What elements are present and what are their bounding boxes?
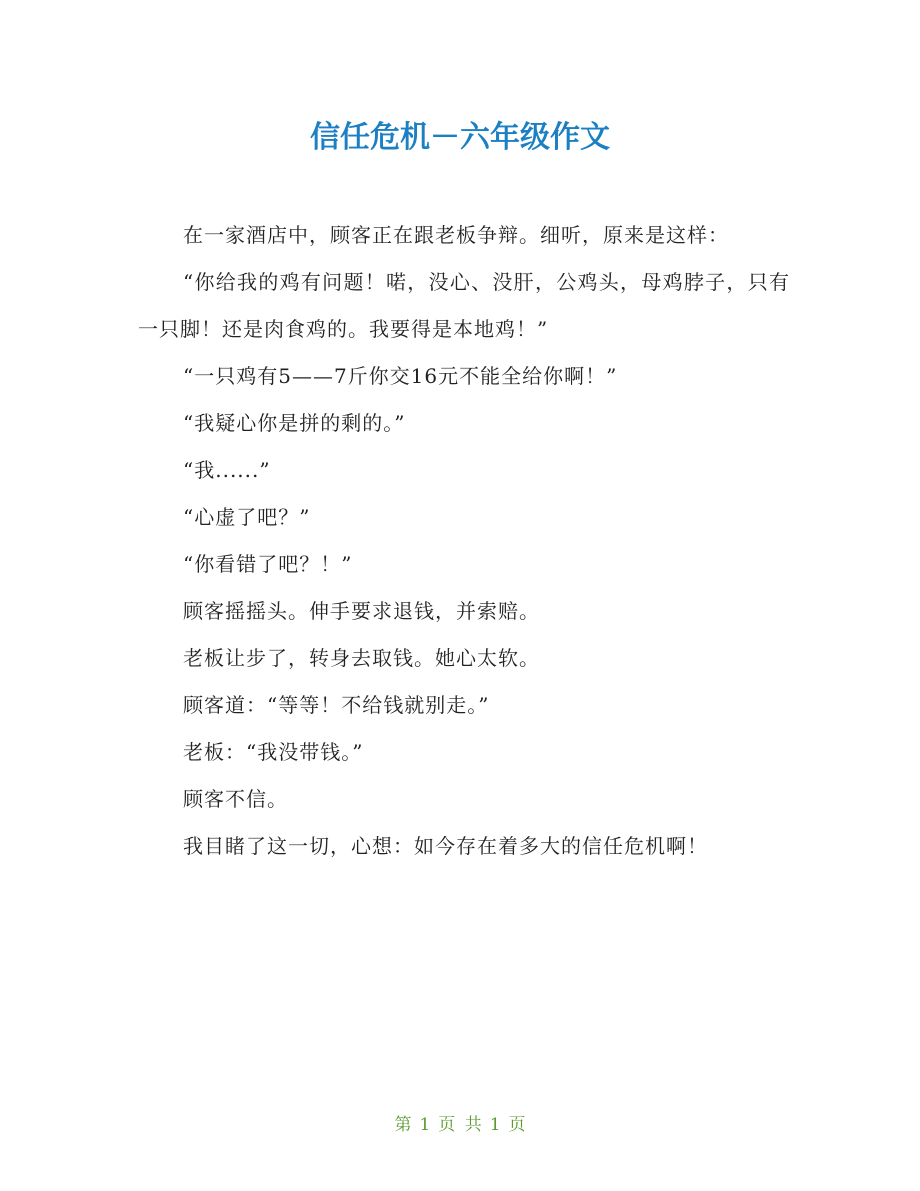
total-page-number: 1 bbox=[489, 1115, 501, 1135]
paragraph: “你看错了吧？！” bbox=[183, 552, 353, 576]
current-page-number: 1 bbox=[419, 1115, 431, 1135]
paragraph: “一只鸡有5——7斤你交16元不能全给你啊！” bbox=[183, 364, 618, 388]
paragraph: “你给我的鸡有问题！喏，没心、没肝，公鸡头，母鸡脖子，只有一只脚！还是肉食鸡的。我要得是本地鸡！” bbox=[138, 270, 790, 341]
paragraph: “我疑心你是拼的剩的。” bbox=[183, 411, 406, 435]
paragraph: 顾客不信。 bbox=[183, 787, 288, 811]
footer-suffix: 页 bbox=[508, 1115, 526, 1135]
paragraph: 在一家酒店中，顾客正在跟老板争辩。细听，原来是这样： bbox=[183, 223, 729, 247]
paragraph: 我目睹了这一切，心想：如今存在着多大的信任危机啊！ bbox=[183, 834, 708, 858]
paragraph: 老板：“我没带钱。” bbox=[183, 740, 364, 764]
page-footer bbox=[0, 1113, 920, 1137]
paragraph: “我......” bbox=[183, 458, 271, 482]
paragraph: “心虚了吧？” bbox=[183, 505, 311, 529]
document-title: 信任危机－六年级作文 bbox=[310, 120, 610, 155]
paragraph: 老板让步了，转身去取钱。她心太软。 bbox=[183, 646, 540, 670]
footer-mid: 页 共 bbox=[438, 1115, 482, 1135]
paragraph: 顾客道：“等等！不给钱就别走。” bbox=[183, 693, 490, 717]
paragraph: 顾客摇摇头。伸手要求退钱，并索赔。 bbox=[183, 599, 540, 623]
document-body bbox=[138, 212, 790, 870]
footer-prefix: 第 bbox=[394, 1115, 412, 1135]
